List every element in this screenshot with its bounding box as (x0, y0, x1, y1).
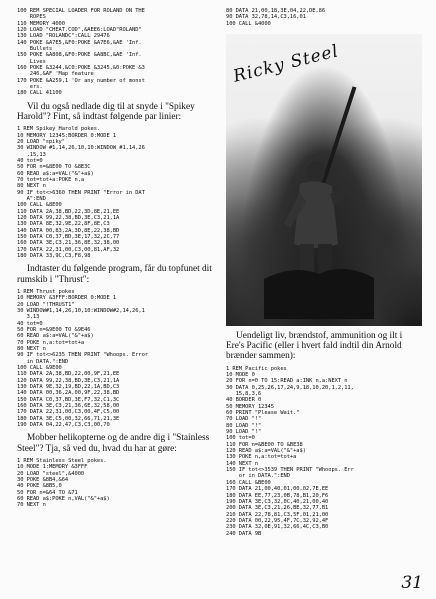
stainless-steel-intro: Mobber helikopterne og de andre dig i "Stainless Steel"? Tja, så ved du, hvad du har at gøre: (17, 433, 210, 454)
spikey-harold-code-listing: 1 REM Spikey Harold pokes. 10 MEMORY 12345:BORDER 0:MODE 1 20 LOAD "spiky" 30 WINDOW #1,14,26,10,10:WINDOW #1,14,26 ,15,13 40 tot=0 50 FOR n=&8E00 TO &8E3C 60 READ a$:a=VAL("&"+a$) 70 tot=tot+a:POKE n,a 80 NEXT n 90 IF tot<>6360 THEN PRINT "Error in DAT A":END 100 CALL &8E00 110 DATA 2A,38,BD,22,3D,8E,21,EE 120 DATA 99,22,38,BD,3E,C3,21,1A 130 DATA 8E,32,9E,22,8F,8E,C3 140 DATA 00,83,2A,3D,8E,22,38,BD 150 DATA C0,37,BD,3E,17,32,2C,77 160 DATA 3E,C3,21,36,8E,32,38,00 170 DATA 22,31,00,C3,00,81,AF,32 180 DATA 33,9C,C3,F8,98 (17, 126, 145, 260)
page-number: 31 (401, 573, 423, 593)
pacific-intro: Uendeligt liv, brændstof, ammunition og ilt i Ere's Pacific (eller i hvert fald indtil din Arnold brænder sammen): (226, 331, 403, 362)
left-column (17, 8, 214, 509)
stainless-steel-code-listing: 1 REM Stainless Steel pokes. 10 MODE 1:MEMORY &3FFF 20 LOAD "steel",&4000 30 POKE &8B4,&64 40 POKE &8B5,0 50 FOR n=&64 TO &71 60 READ a$:POKE n,VAL("&"+a$) 70 NEXT n (17, 457, 110, 509)
spikey-harold-intro: Vil du også nedlade dig til at snyde i "Spikey Harold"? Fint, så indtast følgende par linier: (17, 101, 195, 123)
soldier-figure (264, 74, 374, 319)
right-column (226, 8, 422, 537)
soldier-photo (226, 34, 422, 326)
pacific-code-listing: 1 REM Pacific pokes 10 MODE 0 20 FOR n=0 TO 15:READ a:INK n,a:NEXT n 30 DATA 0,25,26,17,24,9,18,10,20,1,2,11, 15,8,3,6 40 BORDER 0 50 MEMORY 12345 60 PRINT "Please Wait." 70 LOAD "!" 80 LOAD "!" 90 LOAD "!" 100 tot=0 110 FOR n=&BE00 TO &BE38 120 READ a$:a=VAL("&"+a$) 130 POKE n,a:tot=tot+a 140 NEXT n 150 IF tot<>3539 THEN PRINT "Whoops. Err or in DATA.":END 160 CALL &BE00 170 DATA 21,00,40,01,00,02,7E,EE 180 DATA EE,77,23,0B,78,B1,20,F6 190 DATA 3E,C3,32,0C,40,21,00,40 200 DATA 3E,C3,21,26,BE,32,77,B1 210 DATA 22,78,81,C3,5F,01,21,00 220 DATA 00,22,95,4F,7C,32,92,4F 230 DATA 32,0E,91,32,66,4C,C3,B0 240 DATA 9B (226, 365, 354, 537)
stainless-steel-code-continued: 80 DATA 21,00,18,3E,04,22,DE,86 90 DATA 32,78,14,C3,16,01 100 CALL &4000 (226, 8, 326, 27)
autograph-signature: Ricky Steel (231, 41, 341, 87)
thrust-intro: Indtaster du følgende program, får du topfunet dit rumskib i "Thrust": (17, 264, 212, 285)
thrust-code-listing: 1 REM Thrust pokes 10 MEMORY &3FFF:BORDER 0:MODE 1 20 LOAD "!THRUST1" 30 WINDOW#1,14,26,10,10:WINDOW#2,14,26,1 3,13 40 tot=0 50 FOR n=&9E00 TO &9E46 60 READ a$:a=VAL("&"+a$) 70 POKE n,a:tot=tot+a 80 NEXT n 90 IF tot<>6235 THEN PRINT "Whoops. Error in DATA.":END 100 CALL &9E00 110 DATA 2A,38,BD,22,00,9F,21,EE 120 DATA 99,22,38,BD,3E,C3,21,1A 130 DATA 9E,32,19,BD,22,1A,BD,C3 140 DATA 00,36,2A,00,9F,22,38,BD 150 DATA C0,37,BD,3E,F7,32,C1,3C 160 DATA 3E,C3,21,36,6E,32,58,00 170 DATA 22,31,00,C3,00,4F,C5,00 180 DATA 3E,C5,00,32,66,71,21,3E 190 DATA 04,22,47,C3,C3,00,70 (17, 288, 149, 429)
roland-code-listing: 100 REM SPECIAL LOADER FOR ROLAND ON THE ROPES 110 MEMORY 4000 120 LOAD "CHEAT.COD",&AEE6:LOAD"ROLAND" 130 LOAD "ROLANDC":CALL 29476 140 POKE &A7E5,&F0:POKE &A7E6,&AE 'Inf. Bullets 150 POKE &A808,&F0:POKE &A8BC,&AE 'Inf. Lives 160 POKE &3244,&C0:POKE &3245,&0:POKE &3 246,&AF 'Map feature 170 POKE &A259,1 'Or any number of monst ers. 180 CALL 41100 (17, 8, 145, 97)
